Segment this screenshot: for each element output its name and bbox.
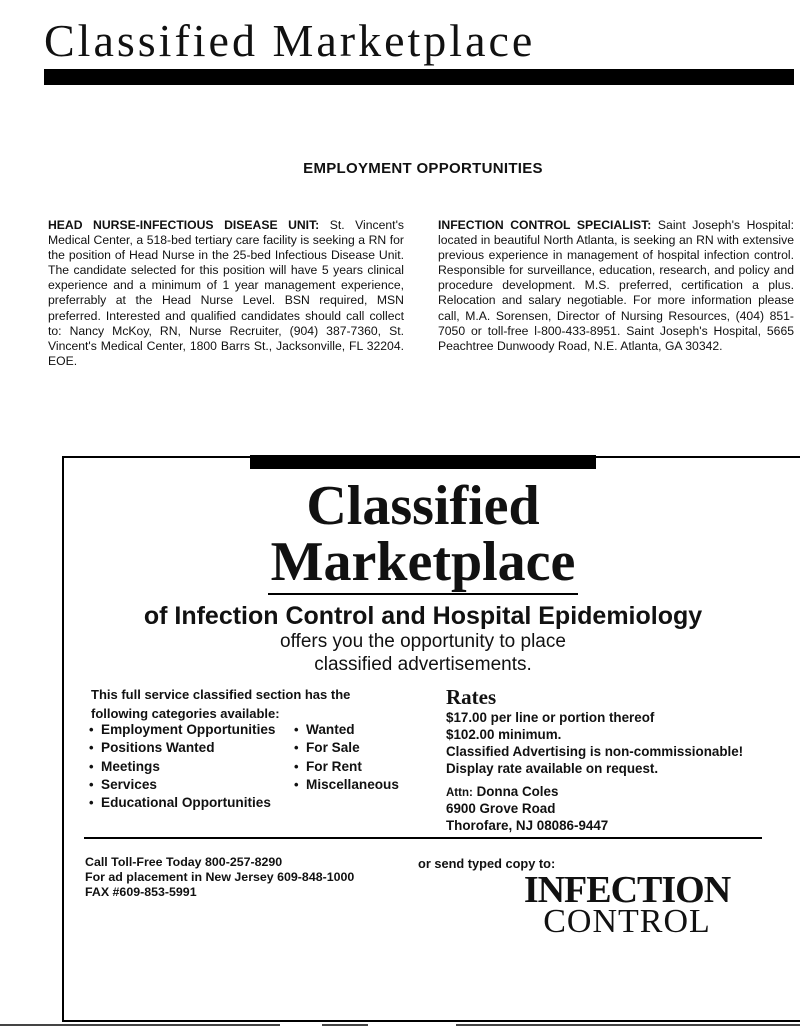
contact-fax: FAX #609-853-5991 <box>85 885 197 899</box>
promo-offer-line1: offers you the opportunity to place <box>280 631 566 652</box>
section-title: EMPLOYMENT OPPORTUNITIES <box>303 160 543 177</box>
bullet-icon: • <box>294 759 299 774</box>
promo-title-line2 <box>0 532 800 592</box>
contact-nj: For ad placement in New Jersey 609-848-1000 <box>85 870 355 884</box>
job-ad-heading: HEAD NURSE-INFECTIOUS DISEASE UNIT: <box>48 218 320 232</box>
category-item: • For Sale <box>294 740 360 755</box>
category-item: • Positions Wanted <box>89 740 215 755</box>
job-ad-body: Saint Joseph's Hospital: located in beautiful North Atlanta, is seeking an RN with extensive previous experience in management of hospital infection control. Responsible for surveillance, education, research, and policy and procedure development. M.S. preferred, certification a plus. Relocation and salary negotiable. For more information please call, M.A. Sorensen, Director of Nursing Resources, (404) 851-7050 or toll-free l-800-433-8951. Saint Joseph's Hospital, 5665 Peachtree Dunwoody Road, N.E. Atlanta, GA 30342. <box>438 218 794 353</box>
bullet-icon: • <box>89 759 94 774</box>
bullet-icon: • <box>89 722 94 737</box>
infection-control-logo-subline: CONTROL <box>543 903 711 940</box>
rate-line: Display rate available on request. <box>446 761 659 776</box>
job-ad-head-nurse <box>48 218 404 369</box>
bullet-icon: • <box>294 740 299 755</box>
category-item: • Educational Opportunities <box>89 795 271 810</box>
category-item: • For Rent <box>294 759 362 774</box>
category-item: • Meetings <box>89 759 160 774</box>
promo-title-line1: Classified <box>306 475 540 537</box>
attn-label: Attn: <box>446 787 473 799</box>
category-item: • Wanted <box>294 722 355 737</box>
rates-heading: Rates <box>446 685 497 709</box>
rate-line: $17.00 per line or portion thereof <box>446 710 655 725</box>
address-line: 6900 Grove Road <box>446 801 556 816</box>
category-item: • Employment Opportunities <box>89 722 276 737</box>
promo-subtitle: of Infection Control and Hospital Epidemiology <box>143 602 703 630</box>
bullet-icon: • <box>89 777 94 792</box>
infection-control-logo: INFECTION <box>523 869 731 911</box>
promo-box-top-bar <box>250 455 596 469</box>
category-item: • Miscellaneous <box>294 777 399 792</box>
footer-rule <box>0 1024 280 1026</box>
contact-phone: Call Toll-Free Today 800-257-8290 <box>85 855 283 869</box>
category-item: • Services <box>89 777 157 792</box>
job-ad-heading: INFECTION CONTROL SPECIALIST: <box>438 218 652 232</box>
footer-rule <box>322 1024 368 1026</box>
bullet-icon: • <box>89 740 94 755</box>
job-ad-body: St. Vincent's Medical Center, a 518-bed tertiary care facility is seeking a RN for the position of Head Nurse in the 25-bed Infectious Disease Unit. The candidate selected for this position will have 5 years clinical experience and a minimum of 1 year management experience, preferrably at the Head Nurse Level. BSN required, MSN preferred. Interested and qualified candidates should call collect to: Nancy McKoy, RN, Nurse Recruiter, (904) 387-7360, St. Vincent's Medical Center, 1800 Barrs St., Jacksonville, FL 32204. EOE. <box>48 218 404 368</box>
job-ad-infection-control <box>438 218 794 354</box>
bullet-icon: • <box>294 777 299 792</box>
rate-line: $102.00 minimum. <box>446 727 562 742</box>
masthead-rule <box>44 69 794 85</box>
promo-title-text: Marketplace <box>268 531 579 595</box>
promo-divider <box>84 837 762 839</box>
attn-name: Donna Coles <box>476 784 559 799</box>
attn-line <box>446 784 558 799</box>
bullet-icon: • <box>89 795 94 810</box>
footer-rule <box>456 1024 800 1026</box>
address-line: Thorofare, NJ 08086-9447 <box>446 818 609 833</box>
send-copy-label: or send typed copy to: <box>418 856 556 871</box>
rate-line: Classified Advertising is non-commissionable! <box>446 744 744 759</box>
masthead-title: Classified Marketplace <box>44 15 536 66</box>
categories-intro: This full service classified section has the following categories available: <box>91 687 351 721</box>
promo-offer-line2: classified advertisements. <box>314 654 532 675</box>
bullet-icon: • <box>294 722 299 737</box>
